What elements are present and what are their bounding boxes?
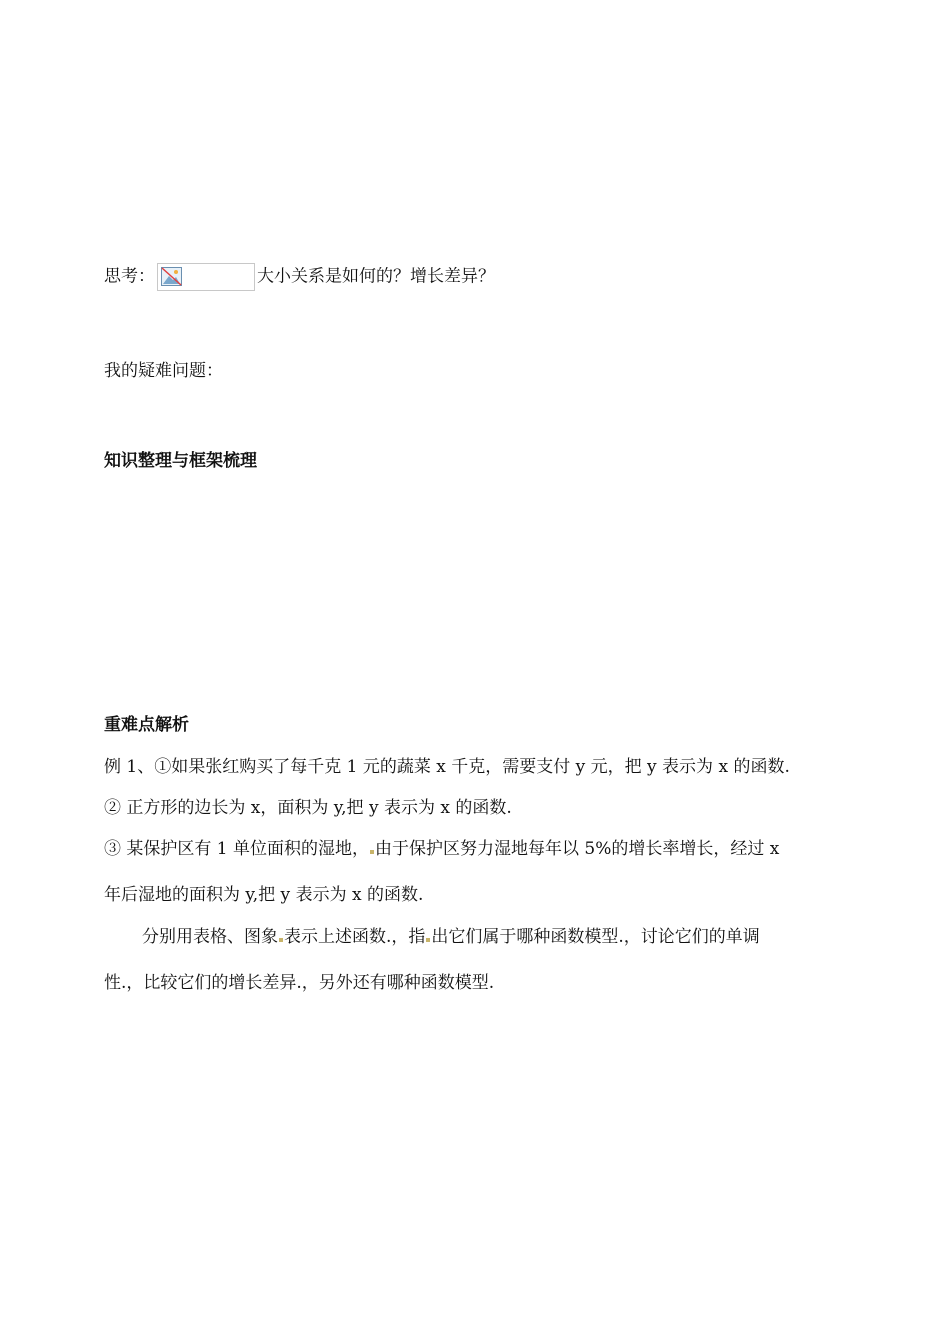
think-line [104,263,495,291]
example-line-4: 年后湿地的面积为 y,把 y 表示为 x 的函数. [104,885,424,905]
example-line-3 [104,838,779,860]
example-line-2: ② 正方形的边长为 x，面积为 y,把 y 表示为 x 的函数. [104,798,512,818]
edit-marker [370,850,374,854]
example-line-5a: 分别用表格、图象 [142,927,278,947]
example-line-6: 性.，比较它们的增长差异.，另外还有哪种函数模型. [104,973,495,993]
example-line-5c: 出它们属于哪种函数模型.，讨论它们的单调 [431,927,760,947]
edit-marker [426,938,430,942]
section-key-heading: 重难点解析 [104,715,189,735]
think-suffix: 大小关系是如何的？增长差异？ [257,266,495,287]
edit-marker [279,938,283,942]
example-line-3b: 由于保护区努力湿地每年以 5%的增长率增长，经过 x [375,839,780,859]
example-line-3a: ③ 某保护区有 1 单位面积的湿地， [104,839,370,859]
section-knowledge-heading: 知识整理与框架梳理 [104,451,257,471]
example-line-5b: 表示上述函数.，指 [284,927,426,947]
example-line-5 [142,926,760,948]
think-prefix: 思考： [104,266,155,287]
example-line-1: 例 1、①如果张红购买了每千克 1 元的蔬菜 x 千克，需要支付 y 元，把 y 表示为 x 的函数. [104,757,790,777]
my-question-label: 我的疑难问题： [104,361,223,381]
broken-image-icon [157,263,255,291]
